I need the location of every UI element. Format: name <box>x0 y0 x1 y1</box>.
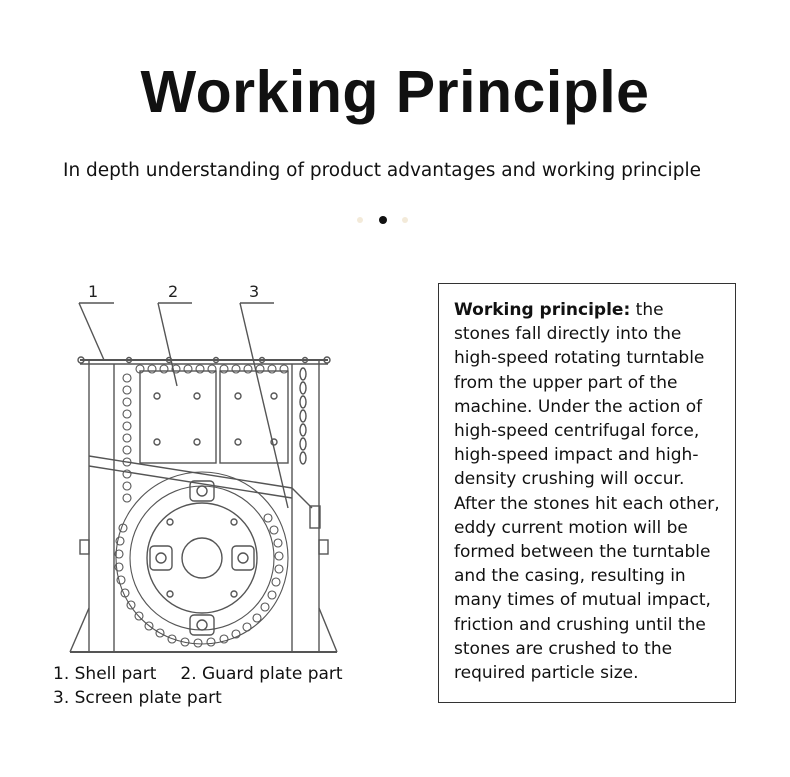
principle-label: Working principle: <box>454 300 631 320</box>
carousel-dot-2[interactable] <box>379 216 387 224</box>
callout-1: 1 <box>88 282 99 301</box>
callout-2: 2 <box>168 282 179 301</box>
shell-housing <box>70 357 337 652</box>
legend-guard-plate-part: 2. Guard plate part <box>180 664 343 684</box>
rotor-turntable <box>147 481 257 635</box>
feed-chute <box>89 456 312 508</box>
guard-plates <box>140 371 288 463</box>
principle-text: the stones fall directly into the high-speed rotating turntable from the upper part of the machine. Under the action of high-speed centrifugal force, high-speed impact and high-density crushing will occur. After the stones hit each other, eddy current motion will be formed between the turntable and the casing, resulting in many times of mutual impact, friction and crushing until the stones are crushed to the required particle size. <box>454 300 720 684</box>
carousel-dot-1[interactable] <box>357 217 363 223</box>
working-principle-box <box>438 283 736 703</box>
carousel-dot-3[interactable] <box>402 217 408 223</box>
legend-screen-plate-part: 3. Screen plate part <box>53 688 222 708</box>
legend-shell-part: 1. Shell part <box>53 664 157 684</box>
screen-plate <box>115 365 288 647</box>
callout-leaders <box>79 303 288 508</box>
carousel-indicator <box>355 215 415 225</box>
diagram-legend <box>53 662 343 710</box>
chain-links <box>300 368 306 464</box>
callout-3: 3 <box>249 282 260 301</box>
page-subtitle: In depth understanding of product advantages and working principle <box>63 160 701 181</box>
crusher-diagram <box>52 278 352 662</box>
page-title: Working Principle <box>140 59 650 125</box>
